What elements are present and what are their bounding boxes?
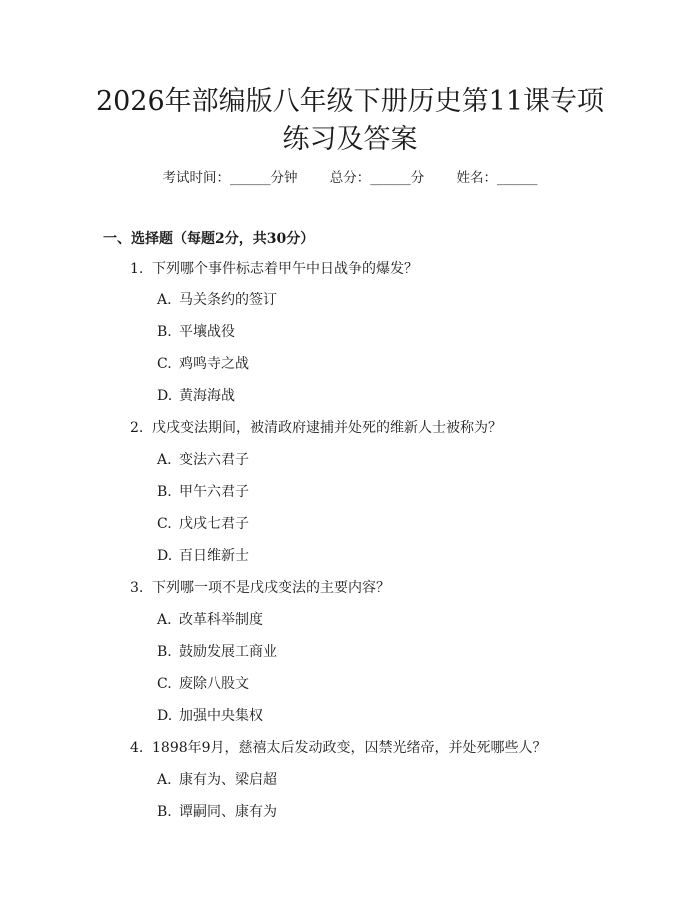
document-title-line-2: 练习及答案 — [282, 124, 418, 155]
option-letter: A. — [157, 612, 172, 628]
document-title-line-1: 2026年部编版八年级下册历史第11课专项 — [95, 86, 605, 117]
question-3-option-b — [157, 641, 277, 663]
question-3 — [130, 577, 390, 599]
option-letter: B. — [157, 644, 172, 660]
option-letter: C. — [157, 676, 172, 692]
question-text: 戊戌变法期间，被清政府逮捕并处死的维新人士被称为？ — [152, 420, 502, 436]
option-letter: A. — [157, 772, 172, 788]
option-text: 变法六君子 — [179, 452, 249, 468]
question-4-option-b — [157, 801, 277, 823]
question-3-option-a — [157, 609, 263, 631]
question-4 — [130, 737, 547, 759]
question-number: 1. — [130, 261, 144, 277]
question-1-option-c — [157, 353, 249, 375]
question-text: 下列哪个事件标志着甲午中日战争的爆发？ — [152, 261, 418, 277]
question-2-option-c — [157, 513, 249, 535]
option-letter: C. — [157, 516, 172, 532]
option-letter: B. — [157, 324, 172, 340]
option-letter: C. — [157, 356, 172, 372]
question-number: 3. — [130, 580, 144, 596]
question-4-option-a — [157, 769, 277, 791]
exam-score-field: 总分：______分 — [329, 170, 425, 186]
question-1-option-b — [157, 321, 235, 343]
question-2 — [130, 417, 502, 439]
question-number: 2. — [130, 420, 144, 436]
section-heading: 一、选择题（每题2分，共30分） — [103, 231, 315, 247]
option-text: 戊戌七君子 — [179, 516, 249, 532]
option-text: 废除八股文 — [179, 676, 249, 692]
question-text: 1898年9月，慈禧太后发动政变，囚禁光绪帝，并处死哪些人？ — [152, 740, 547, 756]
option-text: 百日维新士 — [179, 548, 249, 564]
option-text: 平壤战役 — [179, 324, 235, 340]
option-text: 鸡鸣寺之战 — [179, 356, 249, 372]
question-2-option-a — [157, 449, 249, 471]
question-1 — [130, 258, 418, 280]
exam-meta — [0, 168, 700, 188]
question-3-option-d — [157, 705, 263, 727]
question-2-option-b — [157, 481, 249, 503]
option-letter: B. — [157, 484, 172, 500]
question-1-option-d — [157, 385, 235, 407]
exam-time-field: 考试时间：______分钟 — [162, 170, 298, 186]
option-letter: D. — [157, 708, 173, 724]
option-letter: A. — [157, 452, 172, 468]
option-text: 鼓励发展工商业 — [179, 644, 277, 660]
option-text: 康有为、梁启超 — [179, 772, 277, 788]
option-text: 黄海海战 — [179, 388, 235, 404]
option-letter: B. — [157, 804, 172, 820]
option-text: 改革科举制度 — [179, 612, 263, 628]
question-text: 下列哪一项不是戊戌变法的主要内容？ — [152, 580, 390, 596]
question-1-option-a — [157, 289, 277, 311]
question-number: 4. — [130, 740, 144, 756]
option-text: 加强中央集权 — [179, 708, 263, 724]
option-text: 马关条约的签订 — [179, 292, 277, 308]
option-letter: D. — [157, 548, 173, 564]
option-text: 甲午六君子 — [179, 484, 249, 500]
option-letter: D. — [157, 388, 173, 404]
question-2-option-d — [157, 545, 249, 567]
exam-name-field: 姓名：______ — [456, 170, 538, 186]
option-letter: A. — [157, 292, 172, 308]
question-3-option-c — [157, 673, 249, 695]
option-text: 谭嗣同、康有为 — [179, 804, 277, 820]
